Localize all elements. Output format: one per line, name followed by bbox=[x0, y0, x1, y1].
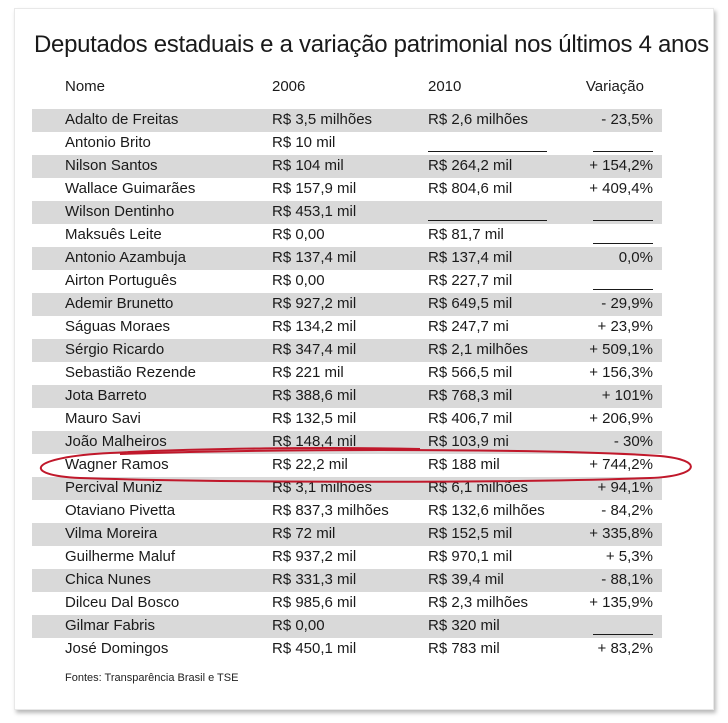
row-value-2010: R$ 804,6 mil bbox=[428, 180, 513, 197]
table-row bbox=[32, 155, 662, 178]
row-value-2010: R$ 264,2 mil bbox=[428, 157, 513, 174]
column-header-variacao: Variação bbox=[585, 78, 644, 95]
table-row bbox=[32, 454, 662, 477]
row-value-2010: R$ 39,4 mil bbox=[428, 571, 504, 588]
table-row bbox=[32, 178, 662, 201]
table-body bbox=[32, 109, 662, 661]
row-value-2010: R$ 768,3 mil bbox=[428, 387, 513, 404]
row-value-2006: R$ 0,00 bbox=[272, 617, 325, 634]
row-name: Mauro Savi bbox=[65, 410, 141, 427]
row-value-2006: R$ 450,1 mil bbox=[272, 640, 357, 657]
row-value-2006: R$ 22,2 mil bbox=[272, 456, 348, 473]
row-value-2010: R$ 783 mil bbox=[428, 640, 500, 657]
row-value-2006: R$ 0,00 bbox=[272, 272, 325, 289]
row-name: Ságuas Moraes bbox=[65, 318, 171, 335]
row-name: Maksuês Leite bbox=[65, 226, 162, 243]
table-row bbox=[32, 500, 662, 523]
row-value-2010: R$ 406,7 mil bbox=[428, 410, 513, 427]
row-name: Percival Muniz bbox=[65, 479, 163, 496]
table-row bbox=[32, 569, 662, 592]
row-value-2006: R$ 837,3 milhões bbox=[272, 502, 389, 519]
table-row bbox=[32, 293, 662, 316]
row-value-2010: R$ 6,1 milhões bbox=[428, 479, 529, 496]
chart-title: Deputados estaduais e a variação patrimonial nos últimos 4 anos bbox=[34, 31, 709, 58]
row-variation: - 30% bbox=[613, 433, 653, 450]
row-value-2010: R$ 132,6 milhões bbox=[428, 502, 545, 519]
row-value-2006: R$ 72 mil bbox=[272, 525, 336, 542]
row-value-2006: R$ 331,3 mil bbox=[272, 571, 357, 588]
row-value-2010: R$ 152,5 mil bbox=[428, 525, 513, 542]
row-variation: - 88,1% bbox=[601, 571, 653, 588]
row-name: Ademir Brunetto bbox=[65, 295, 174, 312]
table-row bbox=[32, 109, 662, 132]
row-value-2006: R$ 104 mil bbox=[272, 157, 344, 174]
table-row bbox=[32, 546, 662, 569]
row-value-2006: R$ 3,5 milhões bbox=[272, 111, 373, 128]
table-row bbox=[32, 431, 662, 454]
row-name: Wallace Guimarães bbox=[65, 180, 196, 197]
row-value-2006: R$ 0,00 bbox=[272, 226, 325, 243]
row-value-2006: R$ 453,1 mil bbox=[272, 203, 357, 220]
row-name: Chica Nunes bbox=[65, 571, 151, 588]
row-name: João Malheiros bbox=[65, 433, 167, 450]
row-name: Nilson Santos bbox=[65, 157, 158, 174]
row-name: Antonio Brito bbox=[65, 134, 151, 151]
row-value-2010: R$ 247,7 mi bbox=[428, 318, 509, 335]
table-row bbox=[32, 270, 662, 293]
row-name: José Domingos bbox=[65, 640, 169, 657]
row-value-2010: R$ 566,5 mil bbox=[428, 364, 513, 381]
row-name: Sebastião Rezende bbox=[65, 364, 196, 381]
row-name: Wagner Ramos bbox=[65, 456, 169, 473]
row-value-2006: R$ 10 mil bbox=[272, 134, 336, 151]
row-value-2010: R$ 2,1 milhões bbox=[428, 341, 529, 358]
blank-value-line bbox=[593, 220, 653, 221]
row-value-2006: R$ 221 mil bbox=[272, 364, 344, 381]
row-value-2010: R$ 2,6 milhões bbox=[428, 111, 529, 128]
row-value-2010: R$ 2,3 milhões bbox=[428, 594, 529, 611]
row-name: Guilherme Maluf bbox=[65, 548, 176, 565]
table-header bbox=[32, 74, 662, 98]
row-name: Sérgio Ricardo bbox=[65, 341, 165, 358]
row-value-2010: R$ 970,1 mil bbox=[428, 548, 513, 565]
row-value-2006: R$ 134,2 mil bbox=[272, 318, 357, 335]
table-row bbox=[32, 408, 662, 431]
table-row bbox=[32, 339, 662, 362]
row-name: Jota Barreto bbox=[65, 387, 147, 404]
column-header-nome: Nome bbox=[65, 78, 106, 95]
row-variation: + 206,9% bbox=[589, 410, 653, 427]
table-row bbox=[32, 132, 662, 155]
table-row bbox=[32, 615, 662, 638]
row-variation: 0,0% bbox=[618, 249, 653, 266]
table-row bbox=[32, 477, 662, 500]
table-row bbox=[32, 385, 662, 408]
row-variation: + 5,3% bbox=[605, 548, 653, 565]
blank-value-line bbox=[428, 220, 547, 221]
row-value-2006: R$ 3,1 milhões bbox=[272, 479, 373, 496]
row-variation: + 409,4% bbox=[589, 180, 653, 197]
blank-value-line bbox=[593, 634, 653, 635]
table-row bbox=[32, 201, 662, 224]
row-variation: + 154,2% bbox=[589, 157, 653, 174]
column-header-2006: 2006 bbox=[272, 78, 306, 95]
row-name: Gilmar Fabris bbox=[65, 617, 156, 634]
row-value-2006: R$ 927,2 mil bbox=[272, 295, 357, 312]
row-name: Vilma Moreira bbox=[65, 525, 158, 542]
row-variation: - 84,2% bbox=[601, 502, 653, 519]
table-row bbox=[32, 224, 662, 247]
row-variation: + 23,9% bbox=[597, 318, 653, 335]
table-row bbox=[32, 592, 662, 615]
row-value-2006: R$ 388,6 mil bbox=[272, 387, 357, 404]
row-variation: + 94,1% bbox=[597, 479, 653, 496]
row-value-2006: R$ 347,4 mil bbox=[272, 341, 357, 358]
row-variation: + 509,1% bbox=[589, 341, 653, 358]
row-name: Otaviano Pivetta bbox=[65, 502, 176, 519]
row-value-2010: R$ 81,7 mil bbox=[428, 226, 504, 243]
row-variation: + 335,8% bbox=[589, 525, 653, 542]
row-variation: - 23,5% bbox=[601, 111, 653, 128]
row-variation: + 135,9% bbox=[589, 594, 653, 611]
row-value-2010: R$ 137,4 mil bbox=[428, 249, 513, 266]
row-value-2006: R$ 985,6 mil bbox=[272, 594, 357, 611]
row-value-2010: R$ 103,9 mi bbox=[428, 433, 509, 450]
row-variation: + 83,2% bbox=[597, 640, 653, 657]
blank-value-line bbox=[428, 151, 547, 152]
row-value-2006: R$ 132,5 mil bbox=[272, 410, 357, 427]
row-value-2006: R$ 137,4 mil bbox=[272, 249, 357, 266]
blank-value-line bbox=[593, 289, 653, 290]
table-row bbox=[32, 247, 662, 270]
row-name: Dilceu Dal Bosco bbox=[65, 594, 180, 611]
row-value-2006: R$ 937,2 mil bbox=[272, 548, 357, 565]
row-value-2010: R$ 227,7 mil bbox=[428, 272, 513, 289]
row-name: Airton Português bbox=[65, 272, 177, 289]
table-row bbox=[32, 362, 662, 385]
row-variation: - 29,9% bbox=[601, 295, 653, 312]
row-value-2010: R$ 188 mil bbox=[428, 456, 500, 473]
table-row bbox=[32, 523, 662, 546]
table-row bbox=[32, 316, 662, 339]
row-value-2006: R$ 157,9 mil bbox=[272, 180, 357, 197]
source-note: Fontes: Transparência Brasil e TSE bbox=[65, 672, 239, 684]
row-variation: + 101% bbox=[601, 387, 653, 404]
row-name: Antonio Azambuja bbox=[65, 249, 186, 266]
table-row bbox=[32, 638, 662, 661]
blank-value-line bbox=[593, 151, 653, 152]
row-variation: + 156,3% bbox=[589, 364, 653, 381]
row-name: Adalto de Freitas bbox=[65, 111, 179, 128]
blank-value-line bbox=[593, 243, 653, 244]
column-header-2010: 2010 bbox=[428, 78, 462, 95]
row-value-2010: R$ 320 mil bbox=[428, 617, 500, 634]
row-value-2006: R$ 148,4 mil bbox=[272, 433, 357, 450]
row-variation: + 744,2% bbox=[589, 456, 653, 473]
row-name: Wilson Dentinho bbox=[65, 203, 175, 220]
row-value-2010: R$ 649,5 mil bbox=[428, 295, 513, 312]
